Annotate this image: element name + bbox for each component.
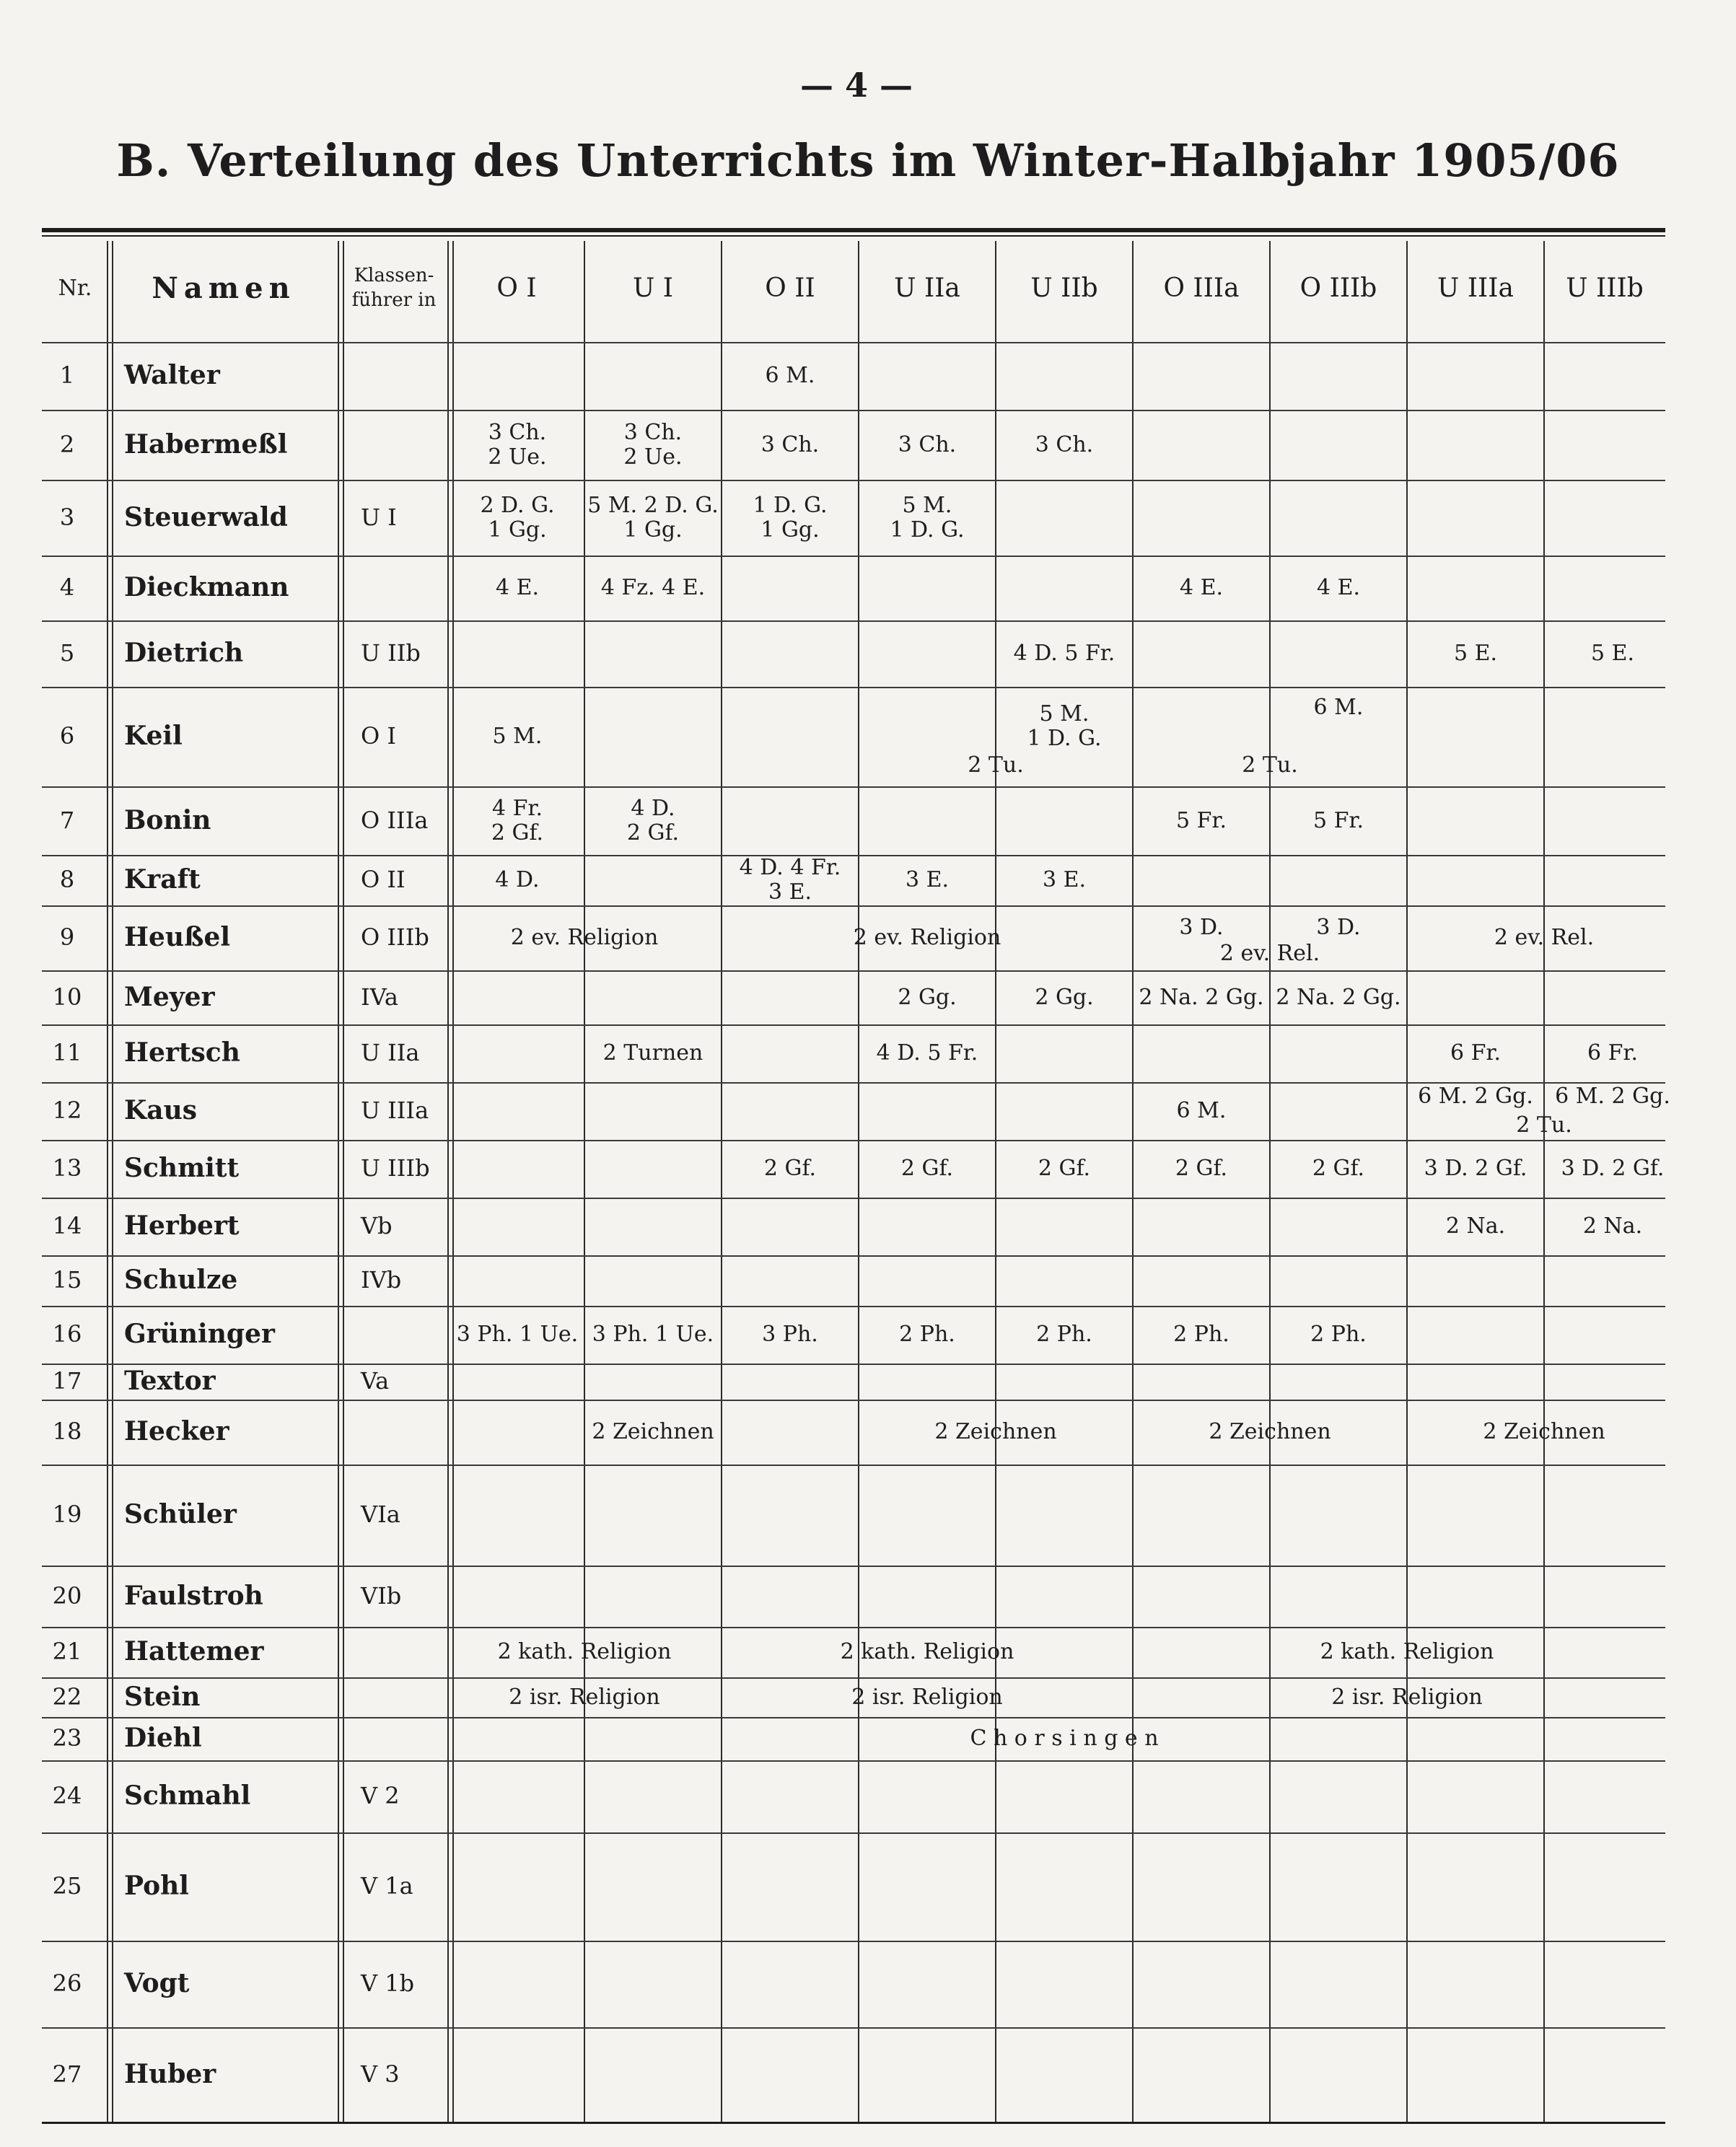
teacher-name: Hecker (124, 1416, 229, 1446)
klassenfuehrer-value: IVb (361, 1266, 402, 1294)
row-number: 16 (52, 1320, 82, 1348)
lesson-cell (1230, 576, 1447, 600)
row-number: 24 (52, 1782, 82, 1809)
lesson-cell (887, 753, 1104, 778)
lesson-entry: 2 Gf. (900, 1156, 954, 1181)
lesson-entry: 6 Fr. (1450, 1040, 1502, 1066)
lesson-cell (819, 1640, 1035, 1664)
row-number: 1 (59, 361, 75, 389)
row-divider (42, 970, 1665, 972)
lesson-entry: 2 Na. (1582, 1213, 1643, 1239)
lesson-cell (819, 926, 1035, 950)
header-class-5 (996, 241, 1133, 335)
row-number: 5 (59, 639, 75, 667)
lesson-entry: 2 Gf. (626, 820, 680, 846)
lesson-entry: 2 isr. Religion (1331, 1684, 1483, 1710)
klassenfuehrer-value: O IIIa (361, 806, 429, 834)
lesson-entry: 6 M. (1313, 695, 1364, 720)
teacher-name: Grüninger (124, 1319, 275, 1349)
teacher-name: Herbert (124, 1211, 240, 1241)
lesson-entry: 2 Gg. (1035, 984, 1094, 1010)
lesson-entry: 2 Ph. (899, 1322, 955, 1347)
teacher-name: Schmitt (124, 1153, 240, 1183)
lesson-entry: 4 Fr. (491, 795, 543, 821)
lesson-entry: 2 kath. Religion (1320, 1639, 1494, 1664)
row-divider (42, 620, 1665, 622)
lesson-entry: 2 Ph. (1173, 1322, 1229, 1347)
teacher-name: Bonin (124, 804, 211, 835)
row-number: 21 (52, 1638, 82, 1665)
lesson-entry: 6 M. 2 Gg. (1555, 1084, 1670, 1109)
teacher-name: Kraft (124, 864, 201, 895)
lesson-entry: 5 M. (492, 724, 543, 749)
klassenfuehrer-value: U I (361, 503, 397, 531)
header-class-2 (584, 241, 722, 335)
lesson-entry: 5 E. (1590, 641, 1635, 666)
teacher-name: Walter (124, 360, 220, 390)
lesson-cell (682, 364, 898, 388)
row-divider (42, 1255, 1665, 1257)
row-number: 20 (52, 1581, 82, 1610)
header-class-4-text: U IIa (894, 273, 960, 303)
lesson-cell (409, 724, 626, 749)
lesson-cell (956, 868, 1172, 892)
row-divider (42, 1024, 1665, 1026)
lesson-entry: 2 Gf. (763, 1156, 817, 1181)
lesson-entry: 6 M. (765, 363, 815, 388)
lesson-cell (545, 576, 761, 600)
row-number: 2 (59, 430, 75, 458)
lesson-cell (545, 1420, 761, 1444)
lesson-entry: 5 Fr. (1175, 807, 1227, 833)
header-class-5-text: U IIb (1030, 273, 1098, 303)
row-number: 26 (52, 1970, 82, 1997)
lesson-entry: 3 Ph. (762, 1322, 818, 1347)
lesson-cell (956, 641, 1172, 666)
header-namen-text: Namen (152, 271, 296, 305)
lesson-entry: 6 M. 2 Gg. (1418, 1084, 1533, 1109)
lesson-entry: 4 D. 5 Fr. (1013, 641, 1115, 666)
lesson-cell (819, 1041, 1035, 1066)
klassenfuehrer-value: IVa (361, 983, 398, 1011)
lesson-entry: 6 Fr. (1587, 1040, 1639, 1066)
lesson-cell (476, 926, 693, 950)
lesson-cell (1299, 1640, 1515, 1664)
lesson-cell (1230, 809, 1447, 833)
lesson-entry: 2 Gf. (491, 820, 544, 846)
lesson-entry: 3 E. (1042, 867, 1087, 892)
lesson-entry: 3 Ch. (760, 431, 820, 457)
klassenfuehrer-value: V 2 (361, 1782, 400, 1809)
row-divider (42, 1717, 1665, 1718)
lesson-cell (476, 1640, 693, 1664)
klassenfuehrer-value: O I (361, 722, 397, 750)
row-number: 9 (59, 923, 75, 951)
row-number: 25 (52, 1872, 82, 1900)
klassenfuehrer-value: U IIb (361, 639, 421, 667)
lesson-entry: 4 E. (1179, 575, 1224, 600)
lesson-cell (819, 1685, 1035, 1710)
lesson-cell (1230, 1322, 1447, 1347)
lesson-entry: 3 E. (768, 879, 812, 905)
lesson-entry: 2 Na. (1445, 1213, 1506, 1239)
teacher-name: Meyer (124, 981, 215, 1012)
lesson-cell (1504, 641, 1721, 666)
lesson-entry: 3 D. (1316, 915, 1361, 940)
lesson-entry: 5 M. (1039, 701, 1090, 726)
lesson-cell (1436, 1420, 1652, 1444)
klassenfuehrer-value: U IIIa (361, 1097, 429, 1124)
column-divider (107, 241, 113, 2122)
header-nr-text: Nr. (58, 275, 92, 301)
row-number: 15 (52, 1266, 82, 1294)
row-number: 7 (59, 806, 75, 834)
lesson-entry: 2 ev. Rel. (1494, 925, 1595, 950)
lesson-cell (1162, 753, 1378, 778)
row-divider (42, 1832, 1665, 1834)
lesson-entry: 2 Ue. (623, 444, 683, 470)
lesson-cell (1504, 1084, 1721, 1109)
lesson-entry: 2 Gg. (898, 984, 957, 1010)
teacher-name: Heußel (124, 922, 231, 952)
lesson-entry: 2 Gf. (1038, 1156, 1091, 1181)
teacher-name: Vogt (124, 1968, 190, 1998)
lesson-entry: 2 Ph. (1310, 1322, 1367, 1347)
lesson-entry: 2 Na. 2 Gg. (1139, 984, 1264, 1010)
row-divider (42, 1306, 1665, 1307)
column-divider (1132, 241, 1134, 2122)
lesson-entry: 2 Zeichnen (1483, 1419, 1605, 1444)
teacher-name: Pohl (124, 1871, 189, 1901)
lesson-cell (1299, 1685, 1515, 1710)
page-number: — 4 — (799, 66, 913, 105)
row-divider (42, 687, 1665, 688)
teacher-name: Hertsch (124, 1037, 240, 1068)
lesson-entry: 4 D. 4 Fr. (739, 855, 841, 880)
row-number: 12 (52, 1097, 82, 1124)
lesson-entry: 5 M. 2 D. G. (587, 492, 719, 518)
lesson-cell (1504, 1041, 1721, 1066)
row-number: 8 (59, 866, 75, 893)
klassenfuehrer-value: VIb (361, 1581, 402, 1610)
teacher-name: Diehl (124, 1723, 202, 1753)
klassenfuehrer-value: V 1b (361, 1970, 415, 1997)
lesson-entry: 2 Na. 2 Gg. (1276, 984, 1401, 1010)
lesson-cell (1436, 926, 1652, 950)
teacher-name: Schulze (124, 1265, 238, 1295)
lesson-cell (956, 433, 1172, 457)
teacher-name: Kaus (124, 1095, 198, 1125)
row-divider (42, 1760, 1665, 1762)
lesson-entry: 2 Zeichnen (934, 1419, 1057, 1444)
lesson-entry: 2 Tu. (1242, 752, 1298, 778)
lesson-cell (409, 868, 626, 892)
row-divider (42, 905, 1665, 907)
lesson-cell (1436, 1113, 1652, 1138)
lesson-entry: 2 ev. Rel. (1219, 941, 1320, 966)
lesson-entry: 3 Ch. (623, 419, 683, 445)
lesson-entry: 3 D. 2 Gf. (1561, 1156, 1665, 1181)
row-number: 14 (52, 1212, 82, 1239)
lesson-cell (1093, 1099, 1310, 1123)
teacher-name: Dieckmann (124, 572, 289, 602)
lesson-entry: 3 Ch. (488, 419, 547, 445)
row-divider (42, 1400, 1665, 1401)
page-title: B. Verteilung des Unterrichts im Winter-Halbjahr 1905/06 (116, 134, 1620, 187)
row-divider (42, 2027, 1665, 2029)
row-number: 11 (52, 1039, 82, 1066)
lesson-entry: 2 Zeichnen (592, 1419, 714, 1444)
header-namen (108, 241, 339, 335)
lesson-entry: 4 D. 5 Fr. (876, 1040, 978, 1066)
lesson-cell (1230, 695, 1447, 720)
teacher-name: Hattemer (124, 1636, 264, 1667)
row-number: 27 (52, 2060, 82, 2088)
lesson-cell (545, 1041, 761, 1066)
header-class-7 (1270, 241, 1407, 335)
bottom-rule (42, 2122, 1665, 2124)
lesson-cell (956, 1726, 1172, 1751)
lesson-entry: 4 D. (631, 795, 675, 821)
lesson-entry: 1 D. G. (1027, 726, 1102, 751)
lesson-entry: 2 Ue. (488, 444, 547, 470)
row-divider (42, 1198, 1665, 1199)
row-divider (42, 1627, 1665, 1628)
lesson-cell (819, 493, 1035, 543)
row-number: 19 (52, 1501, 82, 1528)
klassenfuehrer-value: Va (361, 1367, 390, 1395)
lesson-entry: 4 D. (495, 867, 540, 892)
row-number: 18 (52, 1418, 82, 1445)
row-divider (42, 1140, 1665, 1141)
lesson-cell (1230, 985, 1447, 1010)
header-class-6-text: O IIIa (1163, 273, 1240, 303)
header-class-6 (1133, 241, 1270, 335)
header-class-3-text: O II (765, 273, 815, 303)
lesson-entry: 4 Fz. 4 E. (600, 575, 706, 600)
klassenfuehrer-value: O II (361, 866, 405, 893)
lesson-entry: 1 Gg. (488, 517, 547, 543)
lesson-entry: 3 Ch. (1035, 431, 1094, 457)
lesson-entry: 1 D. G. (753, 492, 828, 518)
header-class-9-text: U IIIb (1566, 273, 1644, 303)
lesson-cell (1504, 1214, 1721, 1239)
column-divider (338, 241, 344, 2122)
lesson-entry: 5 E. (1453, 641, 1498, 666)
lesson-entry: 1 D. G. (890, 517, 965, 543)
row-divider (42, 342, 1665, 343)
header-class-8-text: U IIIa (1437, 273, 1514, 303)
teacher-name: Keil (124, 721, 183, 751)
header-class-1 (449, 241, 584, 335)
lesson-entry: 2 D. G. (480, 492, 555, 518)
lesson-entry: 4 E. (1316, 575, 1361, 600)
row-divider (42, 786, 1665, 788)
row-number: 10 (52, 983, 82, 1011)
lesson-entry: 2 Gf. (1175, 1156, 1228, 1181)
lesson-entry: 3 Ch. (898, 431, 957, 457)
row-number: 23 (52, 1724, 82, 1752)
lesson-cell (476, 1685, 693, 1710)
lesson-entry: 2 Tu. (968, 752, 1024, 778)
column-divider (1543, 241, 1545, 2122)
column-divider (1406, 241, 1408, 2122)
lesson-entry: 1 Gg. (623, 517, 683, 543)
lesson-cell (545, 796, 761, 846)
teacher-name: Stein (124, 1681, 201, 1712)
klassenfuehrer-value: U IIIb (361, 1154, 430, 1182)
lesson-entry: 3 D. 2 Gf. (1424, 1156, 1527, 1181)
header-class-8 (1407, 241, 1544, 335)
lesson-entry: 2 kath. Religion (497, 1639, 672, 1664)
row-divider (42, 1465, 1665, 1466)
lesson-entry: 2 ev. Religion (853, 925, 1001, 950)
lesson-entry: 2 Turnen (602, 1040, 703, 1066)
row-divider (42, 1941, 1665, 1942)
header-class-3 (722, 241, 859, 335)
lesson-entry: 4 E. (495, 575, 540, 600)
row-divider (42, 1364, 1665, 1365)
row-number: 22 (52, 1682, 82, 1711)
teacher-name: Faulstroh (124, 1580, 263, 1611)
row-divider (42, 1566, 1665, 1567)
klassenfuehrer-value: V 1a (361, 1872, 413, 1900)
teacher-name: Habermeßl (124, 429, 288, 460)
klassenfuehrer-value: U IIa (361, 1039, 420, 1066)
header-class-2-text: U I (632, 273, 673, 303)
lesson-entry: 2 Tu. (1516, 1112, 1572, 1138)
header-klassenfuehrer-line: Klassen- (354, 265, 434, 286)
lesson-entry: 5 Fr. (1312, 807, 1364, 833)
lesson-entry: C h o r s i n g e n (970, 1726, 1159, 1751)
lesson-entry: 3 E. (905, 867, 950, 892)
row-divider (42, 480, 1665, 481)
header-class-9 (1544, 241, 1665, 335)
lesson-entry: 3 Ph. 1 Ue. (592, 1322, 714, 1347)
klassenfuehrer-value: Vb (361, 1212, 393, 1239)
lesson-cell (956, 702, 1172, 751)
teacher-name: Steuerwald (124, 501, 288, 532)
header-klassenfuehrer-line: führer in (351, 289, 437, 311)
header-class-1-text: O I (496, 273, 537, 303)
teacher-name: Huber (124, 2058, 216, 2089)
row-divider (42, 410, 1665, 411)
lesson-entry: 2 isr. Religion (509, 1684, 660, 1710)
row-number: 4 (59, 574, 75, 601)
lesson-entry: 2 Ph. (1036, 1322, 1092, 1347)
lesson-cell (1230, 916, 1447, 940)
lesson-entry: 2 ev. Religion (510, 925, 659, 950)
lesson-entry: 3 D. (1179, 915, 1224, 940)
lesson-entry: 2 isr. Religion (851, 1684, 1003, 1710)
lesson-cell (887, 1420, 1104, 1444)
row-number: 6 (59, 722, 75, 750)
lesson-entry: 2 kath. Religion (840, 1639, 1014, 1664)
column-divider (1269, 241, 1271, 2122)
teacher-name: Textor (124, 1366, 216, 1396)
header-klassenfuehrer (339, 241, 449, 335)
teacher-name: Dietrich (124, 638, 244, 668)
header-class-7-text: O IIIb (1299, 273, 1377, 303)
lesson-entry: 1 Gg. (760, 517, 820, 543)
lesson-cell (1504, 1156, 1721, 1181)
lesson-entry: 5 M. (902, 492, 952, 518)
lesson-entry: 6 M. (1176, 1098, 1227, 1123)
klassenfuehrer-value: V 3 (361, 2060, 400, 2088)
klassenfuehrer-value: O IIIb (361, 923, 429, 951)
teacher-name: Schüler (124, 1499, 237, 1529)
row-divider (42, 1677, 1665, 1679)
lesson-entry: 3 Ph. 1 Ue. (456, 1322, 579, 1347)
row-number: 13 (52, 1154, 82, 1182)
lesson-cell (1162, 941, 1378, 966)
header-nr (42, 241, 108, 335)
row-divider (42, 556, 1665, 557)
lesson-cell (1162, 1420, 1378, 1444)
teacher-name: Schmahl (124, 1781, 251, 1811)
klassenfuehrer-value: VIa (361, 1501, 400, 1528)
header-class-4 (859, 241, 996, 335)
row-number: 17 (52, 1367, 82, 1395)
lesson-entry: 2 Gf. (1312, 1156, 1365, 1181)
row-number: 3 (59, 503, 75, 531)
lesson-entry: 2 Zeichnen (1209, 1419, 1331, 1444)
